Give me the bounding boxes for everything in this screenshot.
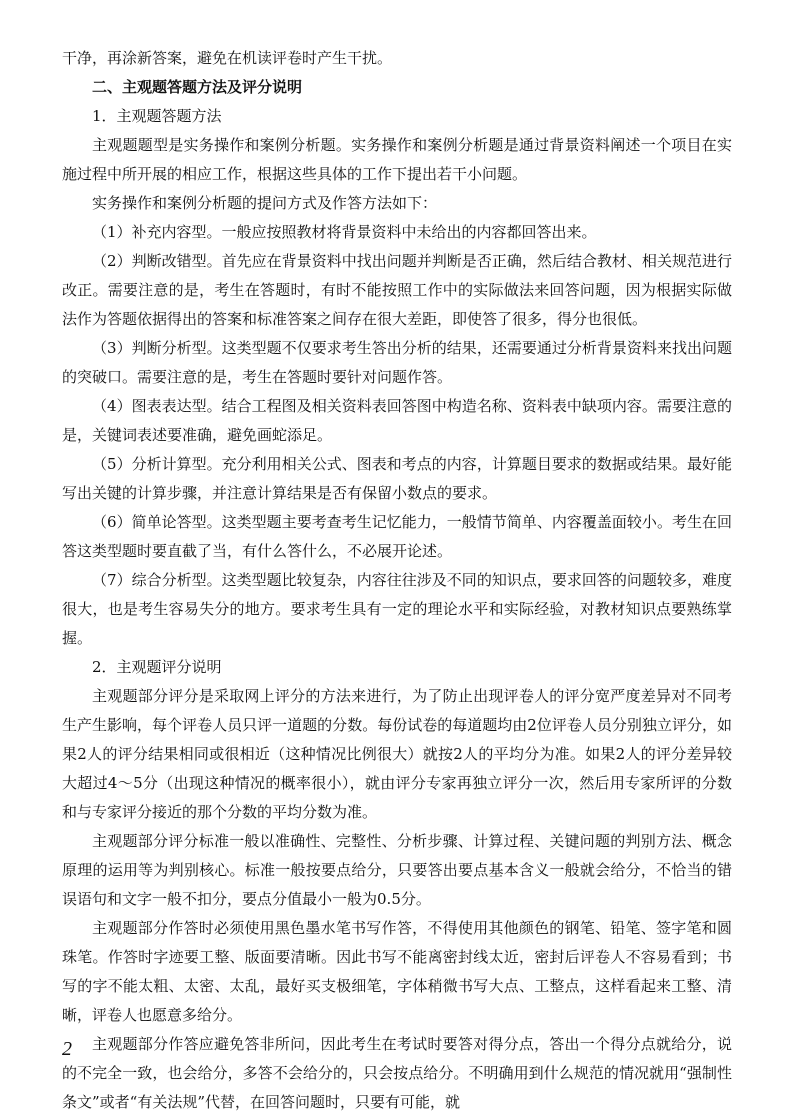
methods-intro: 实务操作和案例分析题的提问方式及作答方法如下： — [92, 194, 438, 212]
scoring-paragraph: 主观题部分作答应避免答非所问，因此考生在考试时要答对得分点，答出一个得分点就给分，说的不完全一致，也会给分，多答不会给分的，只会按点给分。不明确用到什么规范的情况就用“强制性条文”或者“有关法规”代替，在回答问题时，只要有可能，就 — [62, 1035, 732, 1111]
type-item: （7）综合分析型。这类型题比较复杂，内容往往涉及不同的知识点，要求回答的问题较多，难度很大，也是考生容易失分的地方。要求考生具有一定的理论水平和实际经验，对教材知识点要熟练掌握。 — [62, 571, 732, 647]
type-item: （6）简单论答型。这类型题主要考查考生记忆能力，一般情节简单、内容覆盖面较小。考生在回答这类型题时要直截了当，有什么答什么，不必展开论述。 — [62, 513, 732, 560]
intro-paragraph: 主观题题型是实务操作和案例分析题。实务操作和案例分析题是通过背景资料阐述一个项目在实施过程中所开展的相应工作，根据这些具体的工作下提出若干小问题。 — [62, 136, 732, 183]
section-heading: 二、主观题答题方法及评分说明 — [92, 78, 303, 96]
type-item: （1）补充内容型。一般应按照教材将背景资料中未给出的内容都回答出来。 — [92, 223, 597, 241]
scoring-paragraph: 主观题部分评分是采取网上评分的方法来进行，为了防止出现评卷人的评分宽严度差异对不同考生产生影响，每个评卷人员只评一道题的分数。每份试卷的每道题均由2位评卷人员分别独立评分，如果2人的评分结果相同或很相近（这种情况比例很大）就按2人的平均分为准。如果2人的评分差异较大超过4～5分（出现这种情况的概率很小），就由评分专家再独立评分一次，然后用专家所评的分数和与专家评分接近的那个分数的平均分数为准。 — [62, 687, 732, 821]
type-item: （4）图表表达型。结合工程图及相关资料表回答图中构造名称、资料表中缺项内容。需要注意的是，关键词表述要准确，避免画蛇添足。 — [62, 397, 732, 444]
page-number: 2 — [62, 1038, 72, 1060]
scoring-paragraph: 主观题部分作答时必须使用黑色墨水笔书写作答，不得使用其他颜色的钢笔、铅笔、签字笔和圆珠笔。作答时字迹要工整、版面要清晰。因此书写不能离密封线太近，密封后评卷人不容易看到；书写的字不能太粗、太密、太乱，最好买支极细笔，字体稍微书写大点、工整点，这样看起来工整、清晰，评卷人也愿意多给分。 — [62, 919, 732, 1024]
type-item: （5）分析计算型。充分利用相关公式、图表和考点的内容，计算题目要求的数据或结果。最好能写出关键的计算步骤，并注意计算结果是否有保留小数点的要求。 — [62, 455, 732, 502]
scoring-paragraph: 主观题部分评分标准一般以准确性、完整性、分析步骤、计算过程、关键问题的判别方法、概念原理的运用等为判别核心。标准一般按要点给分，只要答出要点基本含义一般就会给分，不恰当的错误语句和文字一般不扣分，要点分值最小一般为0.5分。 — [62, 832, 732, 908]
type-item: （3）判断分析型。这类型题不仅要求考生答出分析的结果，还需要通过分析背景资料来找出问题的突破口。需要注意的是，考生在答题时要针对问题作答。 — [62, 339, 732, 386]
type-item: （2）判断改错型。首先应在背景资料中找出问题并判断是否正确，然后结合教材、相关规范进行改正。需要注意的是，考生在答题时，有时不能按照工作中的实际做法来回答问题，因为根据实际做法作为答题依据得出的答案和标准答案之间存在很大差距，即使答了很多，得分也很低。 — [62, 252, 732, 328]
subsection-title-scoring: 2．主观题评分说明 — [92, 658, 222, 676]
continued-line: 干净，再涂新答案，避免在机读评卷时产生干扰。 — [62, 49, 393, 67]
document-page — [62, 44, 732, 1117]
subsection-title-answer-methods: 1．主观题答题方法 — [92, 107, 222, 125]
